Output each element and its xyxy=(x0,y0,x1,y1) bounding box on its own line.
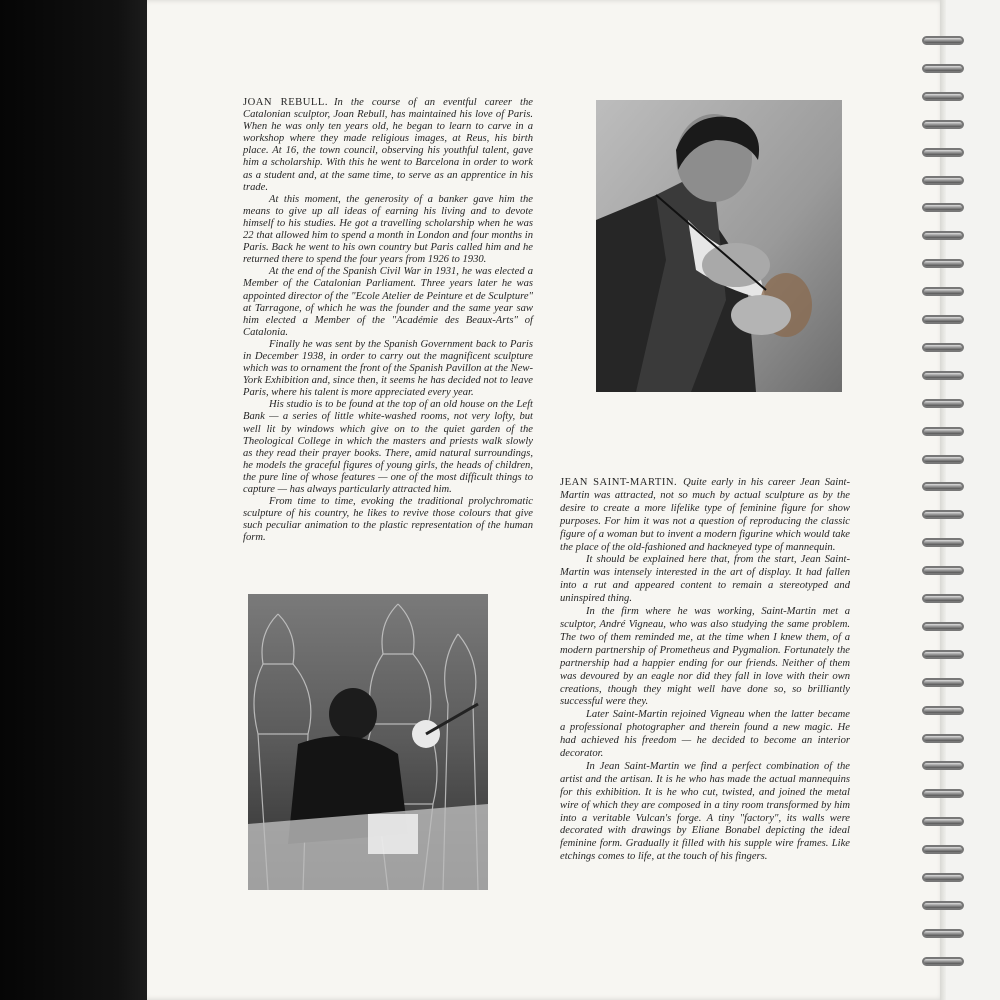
wire-mannequin-workshop-photo xyxy=(248,594,488,890)
spiral-coil xyxy=(922,482,964,491)
joan-paragraph-4: Finally he was sent by the Spanish Government back to Paris in December 1938, in order to carry out the magnificent sculpture which was to ornament the front of the Spanish Pavillon at the New-York Exhibition and, since then, it seems he has decided not to leave Paris, where his talent is more appreciated every year. xyxy=(243,338,533,399)
spiral-coil xyxy=(922,622,964,631)
jean-paragraph-1 xyxy=(560,477,850,554)
jean-saint-martin-article xyxy=(560,477,850,864)
spiral-coil xyxy=(922,64,964,73)
spiral-coil xyxy=(922,455,964,464)
spiral-coil xyxy=(922,734,964,743)
sculptor-portrait-photo xyxy=(596,100,842,392)
spiral-coil xyxy=(922,231,964,240)
joan-paragraph-5: His studio is to be found at the top of an old house on the Left Bank — a series of little white-washed rooms, not very lofty, but well lit by windows which give on to the quiet garden of the Theological College in which the masters and priests walk slowly as they read their prayer books. There, amid natural surroundings, he models the graceful figures of young girls, the heads of children, the pure line of whose features — one of the most difficult things to capture — has always particularly attracted him. xyxy=(243,399,533,495)
jean-paragraph-2: It should be explained here that, from the start, Jean Saint-Martin was intensely interested in the art of display. It had fallen into a rut and appeared content to remain a stereotyped and uninspired thing. xyxy=(560,554,850,605)
spiral-coil xyxy=(922,873,964,882)
joan-paragraph-2: At this moment, the generosity of a banker gave him the means to give up all ideas of earning his living and to devote himself to his studies. He got a travelling scholarship when he was 22 that allowed him to spend a month in London and four months in Paris. Back he went to his own country but Paris called him and he returned there to spend the four years from 1926 to 1930. xyxy=(243,193,533,266)
jean-name-heading: JEAN SAINT-MARTIN. xyxy=(560,477,678,488)
spiral-coil xyxy=(922,92,964,101)
spiral-coil xyxy=(922,36,964,45)
spiral-coil xyxy=(922,761,964,770)
jean-paragraph-5: In Jean Saint-Martin we find a perfect combination of the artist and the artisan. It is he who has made the actual mannequins for this exhibition. It is he who cut, twisted, and joined the metal wire of which they are composed in a tiny room transformed by him into a veritable Vulcan's forge. A tiny "factory", its walls were decorated with drawings by Eliane Bonabel depicting the ideal feminine form. Gradually it filled with his supple wire frames. Like etchings comes to life, at the touch of his fingers. xyxy=(560,760,850,863)
spiral-coil xyxy=(922,343,964,352)
spiral-coil xyxy=(922,566,964,575)
spiral-coil xyxy=(922,203,964,212)
spiral-coil xyxy=(922,789,964,798)
joan-rebull-article xyxy=(243,97,533,544)
spiral-coil xyxy=(922,901,964,910)
spiral-coil xyxy=(922,594,964,603)
joan-paragraph-3: At the end of the Spanish Civil War in 1931, he was elected a Member of the Catalonian Parliament. Three years later he was appointed director of the "Ecole Atelier de Peinture et de Sculpture" at Tarragone, of which he was the founder and the same year saw him elected a Member of the "Académie des Beaux-Arts" of Catalonia. xyxy=(243,266,533,338)
spiral-coil xyxy=(922,845,964,854)
spiral-coil xyxy=(922,315,964,324)
spiral-coil xyxy=(922,427,964,436)
spiral-coil xyxy=(922,176,964,185)
spiral-coil xyxy=(922,120,964,129)
book-left-shadow xyxy=(0,0,147,1000)
joan-paragraph-1-text: In the course of an eventful career the Catalonian sculptor, Joan Rebull, has maintained his love of Paris. When he was only ten years old, he began to learn to carve in a workshop where they made religious images, at Reus, his birth place. At 16, the town council, observing his youthful talent, gave him a scholarship. With this he went to Barcelona in order to work as a student and, at the same time, to serve as an apprentice in his trade. xyxy=(243,97,533,193)
spiral-coil xyxy=(922,399,964,408)
jean-paragraph-1-text: Quite early in his career Jean Saint-Martin was attracted, not so much by actual sculpture as by the desire to create a more lifelike type of feminine figure for show purposes. For him it was not a question of reproducing the classic figure of a woman but to invent a modern figurine which would take the place of the old-fashioned and hackneyed type of mannequin. xyxy=(560,477,850,553)
spiral-coil xyxy=(922,817,964,826)
spiral-coil xyxy=(922,957,964,966)
jean-paragraph-4: Later Saint-Martin rejoined Vigneau when the latter became a professional photographer and therein found a new magic. He had achieved his freedom — he decided to become an interior decorator. xyxy=(560,709,850,760)
spiral-coil xyxy=(922,287,964,296)
spiral-coil xyxy=(922,371,964,380)
spiral-coil xyxy=(922,650,964,659)
spiral-coil xyxy=(922,706,964,715)
joan-name-heading: JOAN REBULL. xyxy=(243,97,328,108)
spiral-coil xyxy=(922,259,964,268)
joan-paragraph-1 xyxy=(243,97,533,194)
spiral-coil xyxy=(922,929,964,938)
spiral-coil xyxy=(922,148,964,157)
spiral-coil xyxy=(922,510,964,519)
joan-paragraph-6: From time to time, evoking the traditional prolychromatic sculpture of his country, he likes to revive those colours that give such peculiar animation to the plastic representation of the human form. xyxy=(243,496,533,544)
spiral-coil xyxy=(922,538,964,547)
spiral-coil xyxy=(922,678,964,687)
jean-paragraph-3: In the firm where he was working, Saint-Martin met a sculptor, André Vigneau, who was also studying the same problem. The two of them reminded me, at the time when I knew them, of a modern partnership of Prometheus and Pygmalion. Fortunately the partnership had a happier ending for our friends. Neither of them was devoured by an eagle nor did they fall in love with their own creations, though they might well have done so, so brilliantly successful were they. xyxy=(560,606,850,708)
